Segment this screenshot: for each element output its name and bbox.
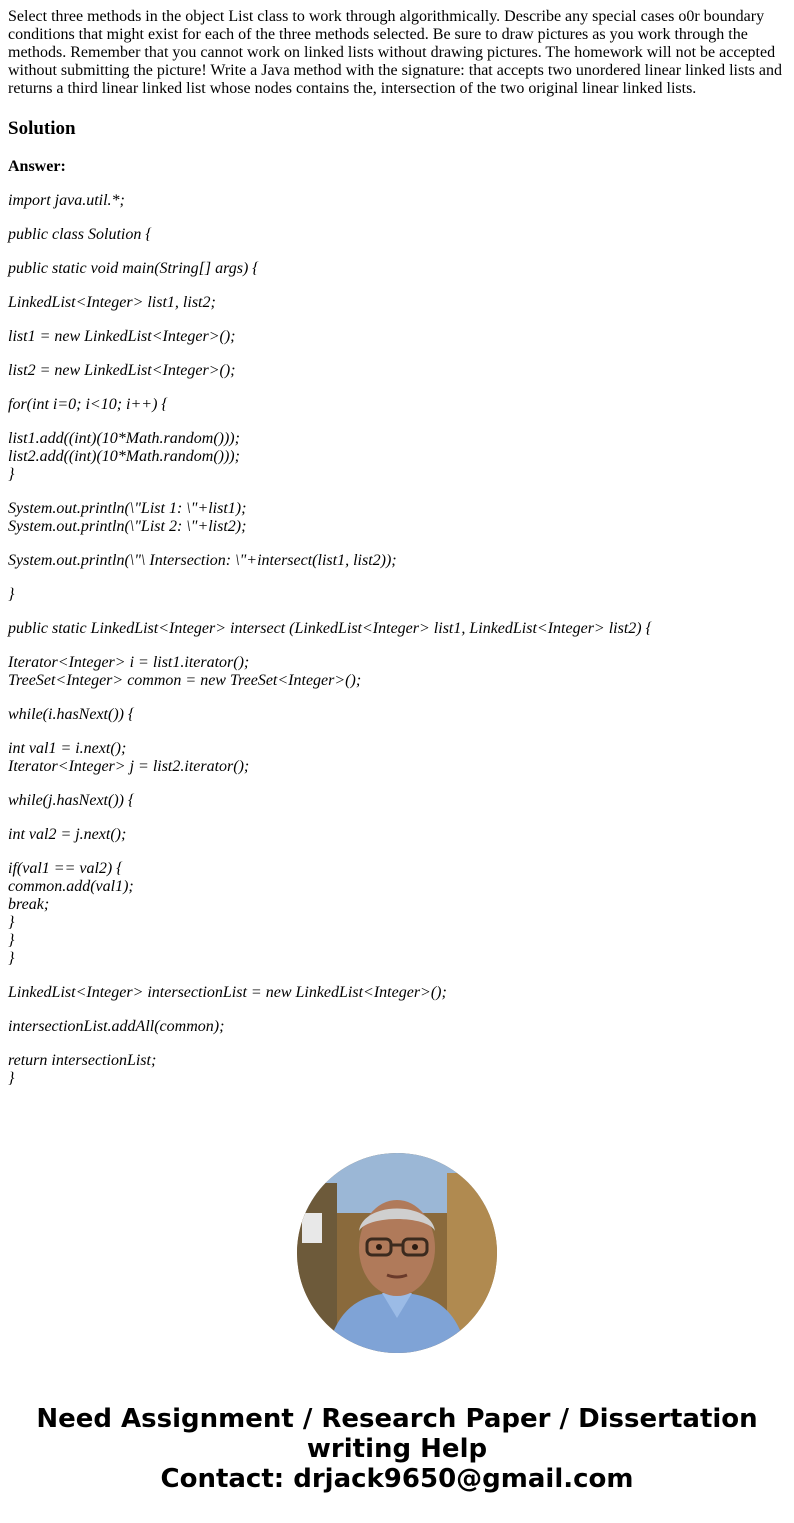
code-line: list2 = new LinkedList<Integer>();: [8, 362, 236, 379]
code-paragraph: [8, 260, 786, 278]
promo-contact: Contact: drjack9650@gmail.com: [160, 1464, 634, 1494]
code-line: public static void main(String[] args) {: [8, 260, 259, 277]
code-line: while(i.hasNext()) {: [8, 706, 135, 723]
code-line: list1.add((int)(10*Math.random()));: [8, 430, 240, 447]
code-paragraph: [8, 362, 786, 380]
promo-banner: [0, 1404, 794, 1494]
code-line: return intersectionList;: [8, 1052, 157, 1069]
code-paragraph: [8, 706, 786, 724]
code-line: list1 = new LinkedList<Integer>();: [8, 328, 236, 345]
question-text: Select three methods in the object List class to work through algorithmically. Describe any special cases o0r boundary conditions that might exist for each of the three methods selected. Be sure to draw pictures as you work through the methods. Remember that you cannot work on linked lists without drawing pictures. The homework will not be accepted without submitting the picture! Write a Java method with the signature: that accepts two unordered linear linked lists and returns a third linear linked list whose nodes contains the, intersection of the two original linear linked lists.: [8, 8, 782, 97]
code-block: [8, 192, 786, 1088]
code-line: intersectionList.addAll(common);: [8, 1018, 225, 1035]
code-paragraph: [8, 654, 786, 690]
code-line: public static LinkedList<Integer> intersect (LinkedList<Integer> list1, LinkedList<Integer> list2) {: [8, 620, 653, 637]
code-line: import java.util.*;: [8, 192, 125, 209]
code-line: System.out.println(\"List 2: \"+list2);: [8, 518, 247, 535]
code-paragraph: [8, 500, 786, 536]
code-line: list2.add((int)(10*Math.random()));: [8, 448, 240, 465]
code-paragraph: [8, 792, 786, 810]
code-line: LinkedList<Integer> list1, list2;: [8, 294, 216, 311]
code-line: while(j.hasNext()) {: [8, 792, 135, 809]
code-line: break;: [8, 896, 50, 913]
code-line: System.out.println(\"List 1: \"+list1);: [8, 500, 247, 517]
code-line: }: [8, 1070, 15, 1087]
code-line: }: [8, 466, 15, 483]
code-line: }: [8, 914, 15, 931]
author-avatar: [297, 1153, 497, 1353]
solution-heading: Solution: [8, 118, 76, 139]
code-paragraph: [8, 430, 786, 484]
code-line: int val2 = j.next();: [8, 826, 127, 843]
code-line: }: [8, 950, 15, 967]
code-line: for(int i=0; i<10; i++) {: [8, 396, 168, 413]
code-line: public class Solution {: [8, 226, 152, 243]
code-line: LinkedList<Integer> intersectionList = new LinkedList<Integer>();: [8, 984, 447, 1001]
code-paragraph: [8, 226, 786, 244]
code-line: common.add(val1);: [8, 878, 134, 895]
code-line: Iterator<Integer> i = list1.iterator();: [8, 654, 250, 671]
code-line: }: [8, 932, 15, 949]
code-paragraph: [8, 860, 786, 968]
code-line: }: [8, 586, 15, 603]
code-line: int val1 = i.next();: [8, 740, 127, 757]
author-photo-illustration: [297, 1153, 497, 1353]
code-paragraph: [8, 1018, 786, 1036]
code-paragraph: [8, 192, 786, 210]
code-paragraph: [8, 620, 786, 638]
code-paragraph: [8, 1052, 786, 1088]
code-paragraph: [8, 396, 786, 414]
code-paragraph: [8, 552, 786, 570]
code-line: TreeSet<Integer> common = new TreeSet<Integer>();: [8, 672, 362, 689]
answer-label: Answer:: [8, 158, 66, 175]
code-line: Iterator<Integer> j = list2.iterator();: [8, 758, 250, 775]
code-paragraph: [8, 328, 786, 346]
code-paragraph: [8, 586, 786, 604]
code-paragraph: [8, 294, 786, 312]
code-paragraph: [8, 984, 786, 1002]
code-line: if(val1 == val2) {: [8, 860, 123, 877]
code-paragraph: [8, 740, 786, 776]
promo-headline: Need Assignment / Research Paper / Dissertation writing Help: [36, 1404, 758, 1464]
code-line: System.out.println(\"\ Intersection: \"+intersect(list1, list2));: [8, 552, 397, 569]
code-paragraph: [8, 826, 786, 844]
